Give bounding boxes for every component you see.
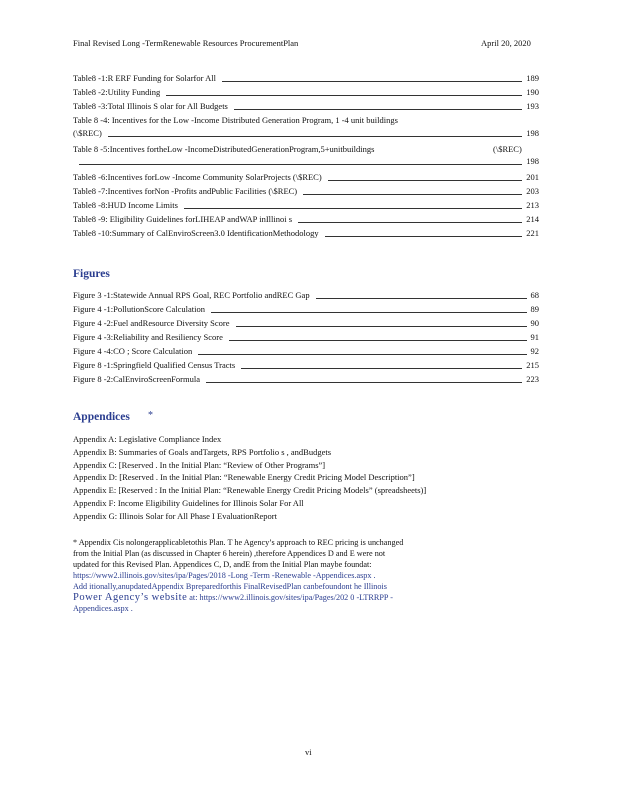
header-date: April 20, 2020 xyxy=(481,38,531,48)
figures-heading: Figures xyxy=(73,268,110,280)
ipa-website-label: Power Agency’s website xyxy=(73,592,188,603)
toc-entry-table-8-4-line1[interactable]: Table 8 -4: Incentives for the Low -Income Distributed Generation Program, 1 -4 unit buildings xyxy=(73,115,398,125)
appendix-e[interactable]: Appendix E: [Reserved : In the Initial Plan: “Renewable Energy Credit Pricing Models” (spreadsheets)] xyxy=(73,485,427,495)
toc-entry-table-8-6[interactable]: Table8 -6:Incentives forLow -Income Community SolarProjects (\$REC) 201 xyxy=(73,172,539,182)
toc-entry-table-8-3[interactable]: Table8 -3:Total Illinois S olar for All Budgets 193 xyxy=(73,101,539,111)
appendices-2020-link-cont[interactable]: Appendices.aspx . xyxy=(73,604,133,613)
toc-entry-table-8-1[interactable]: Table8 -1:R ERF Funding for Solarfor All 189 xyxy=(73,73,539,83)
toc-entry-figure-4-1[interactable]: Figure 4 -1:PollutionScore Calculation 89 xyxy=(73,304,539,314)
appendix-f[interactable]: Appendix F: Income Eligibility Guidelines for Illinois Solar For All xyxy=(73,498,304,508)
toc-entry-figure-8-2[interactable]: Figure 8 -2:CalEnviroScreenFormula 223 xyxy=(73,374,539,384)
appendix-b[interactable]: Appendix B: Summaries of Goals andTargets, RPS Portfolio s , andBudgets xyxy=(73,447,332,457)
appendix-a[interactable]: Appendix A: Legislative Compliance Index xyxy=(73,434,222,444)
appendices-footnote: * Appendix Cis nolongerapplicabletothis Plan. T he Agency’s approach to REC pricing is unchanged from the Initial Plan (as discussed in Chapter 6 herein) ,therefore Appendices D and E were not updated for this Revised Plan. Appendices C, D, andE from the Initial Plan maybe foundat: https://www2.illinois.gov/sites/ipa/Pages/2018 -Long -Term -Renewable -Appendices.aspx . Add itionally,anupdatedAppendix Bpreparedforthis FinalRevisedPlan canbefoundont he Illinois Power Agency’s website at: https://www2.illinois.gov/sites/ipa/Pages/202 0 -LTRRPP - Appendices.aspx . xyxy=(73,537,543,614)
toc-entry-table-8-9[interactable]: Table8 -9: Eligibility Guidelines forLIHEAP andWAP inIllinoi s 214 xyxy=(73,214,539,224)
appendices-2018-link[interactable]: https://www2.illinois.gov/sites/ipa/Pages/2018 -Long -Term -Renewable -Appendices.aspx . xyxy=(73,571,376,580)
toc-entry-figure-4-4[interactable]: Figure 4 -4:CO ; Score Calculation 92 xyxy=(73,346,539,356)
toc-entry-table-8-8[interactable]: Table8 -8:HUD Income Limits 213 xyxy=(73,200,539,210)
appendix-d[interactable]: Appendix D: [Reserved . In the Initial Plan: “Renewable Energy Credit Pricing Model Description”] xyxy=(73,472,415,482)
toc-entry-figure-3-1[interactable]: Figure 3 -1:Statewide Annual RPS Goal, REC Portfolio andREC Gap 68 xyxy=(73,290,539,300)
appendix-g[interactable]: Appendix G: Illinois Solar for All Phase I EvaluationReport xyxy=(73,511,277,521)
appendix-c[interactable]: Appendix C: [Reserved . In the Initial Plan: “Review of Other Programs”] xyxy=(73,460,326,470)
header-title: Final Revised Long -TermRenewable Resources ProcurementPlan xyxy=(73,38,299,48)
appendices-heading: Appendices xyxy=(73,411,130,423)
appendices-footnote-mark: * xyxy=(148,410,153,421)
toc-entry-table-8-10[interactable]: Table8 -10:Summary of CalEnviroScreen3.0 IdentificationMethodology 221 xyxy=(73,228,539,238)
toc-entry-table-8-5-line1[interactable]: Table 8 -5:Incentives fortheLow -IncomeDistributedGenerationProgram,5+unitbuildings (\$REC) xyxy=(73,144,522,154)
page-number: vi xyxy=(305,747,312,757)
appendices-2020-link[interactable]: at: https://www2.illinois.gov/sites/ipa/Pages/202 0 -LTRRPP - xyxy=(187,593,393,602)
toc-entry-figure-4-2[interactable]: Figure 4 -2:Fuel andResource Diversity Score 90 xyxy=(73,318,539,328)
toc-entry-table-8-5[interactable]: 198 xyxy=(73,156,539,167)
toc-entry-table-8-2[interactable]: Table8 -2:Utility Funding 190 xyxy=(73,87,539,97)
toc-entry-figure-8-1[interactable]: Figure 8 -1:Springfield Qualified Census Tracts 215 xyxy=(73,360,539,370)
toc-entry-table-8-4[interactable]: (\$REC) 198 xyxy=(73,128,539,138)
toc-entry-figure-4-3[interactable]: Figure 4 -3:Reliability and Resiliency Score 91 xyxy=(73,332,539,342)
toc-entry-table-8-7[interactable]: Table8 -7:Incentives forNon -Profits andPublic Facilities (\$REC) 203 xyxy=(73,186,539,196)
